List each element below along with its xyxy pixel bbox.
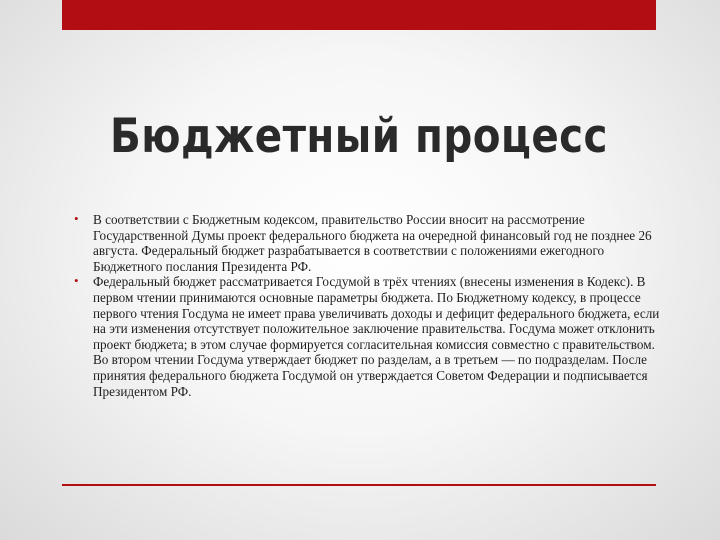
bullet-list bbox=[74, 212, 664, 470]
bullet-icon: • bbox=[74, 273, 79, 289]
bullet-text: Федеральный бюджет рассматривается Госдумой в трёх чтениях (внесены изменения в Кодекс). В первом чтении принимаются основные параметры бюджета. По Бюджетному кодексу, в процессе первого чтения Госдума не имеет права увеличивать доходы и дефицит федерального бюджета, если на эти изменения отсутствует положительное заключение правительства. Госдума может отклонить проект бюджета; в этом случае формируется согласительная комиссия совместно с правительством. Во втором чтении Госдума утверждает бюджет по разделам, а в третьем — по подразделам. После принятия федерального бюджета Госдумой он утверждается Советом Федерации и подписывается Президентом РФ. bbox=[93, 274, 660, 399]
bullet-icon: • bbox=[74, 211, 79, 226]
bottom-divider bbox=[62, 484, 656, 486]
bullet-text: В соответствии с Бюджетным кодексом, правительство России вносит на рассмотрение Государственной Думы проект федерального бюджета на очередной финансовый год не позднее 26 августа. Федеральный бюджет разрабатывается в соответствии с положениями ежегодного Бюджетного послания Президента РФ. bbox=[93, 212, 652, 274]
slide-title: Бюджетный процесс bbox=[110, 109, 608, 164]
bullet-item bbox=[74, 274, 664, 399]
top-accent-band bbox=[62, 0, 656, 30]
bullet-item bbox=[74, 212, 664, 274]
